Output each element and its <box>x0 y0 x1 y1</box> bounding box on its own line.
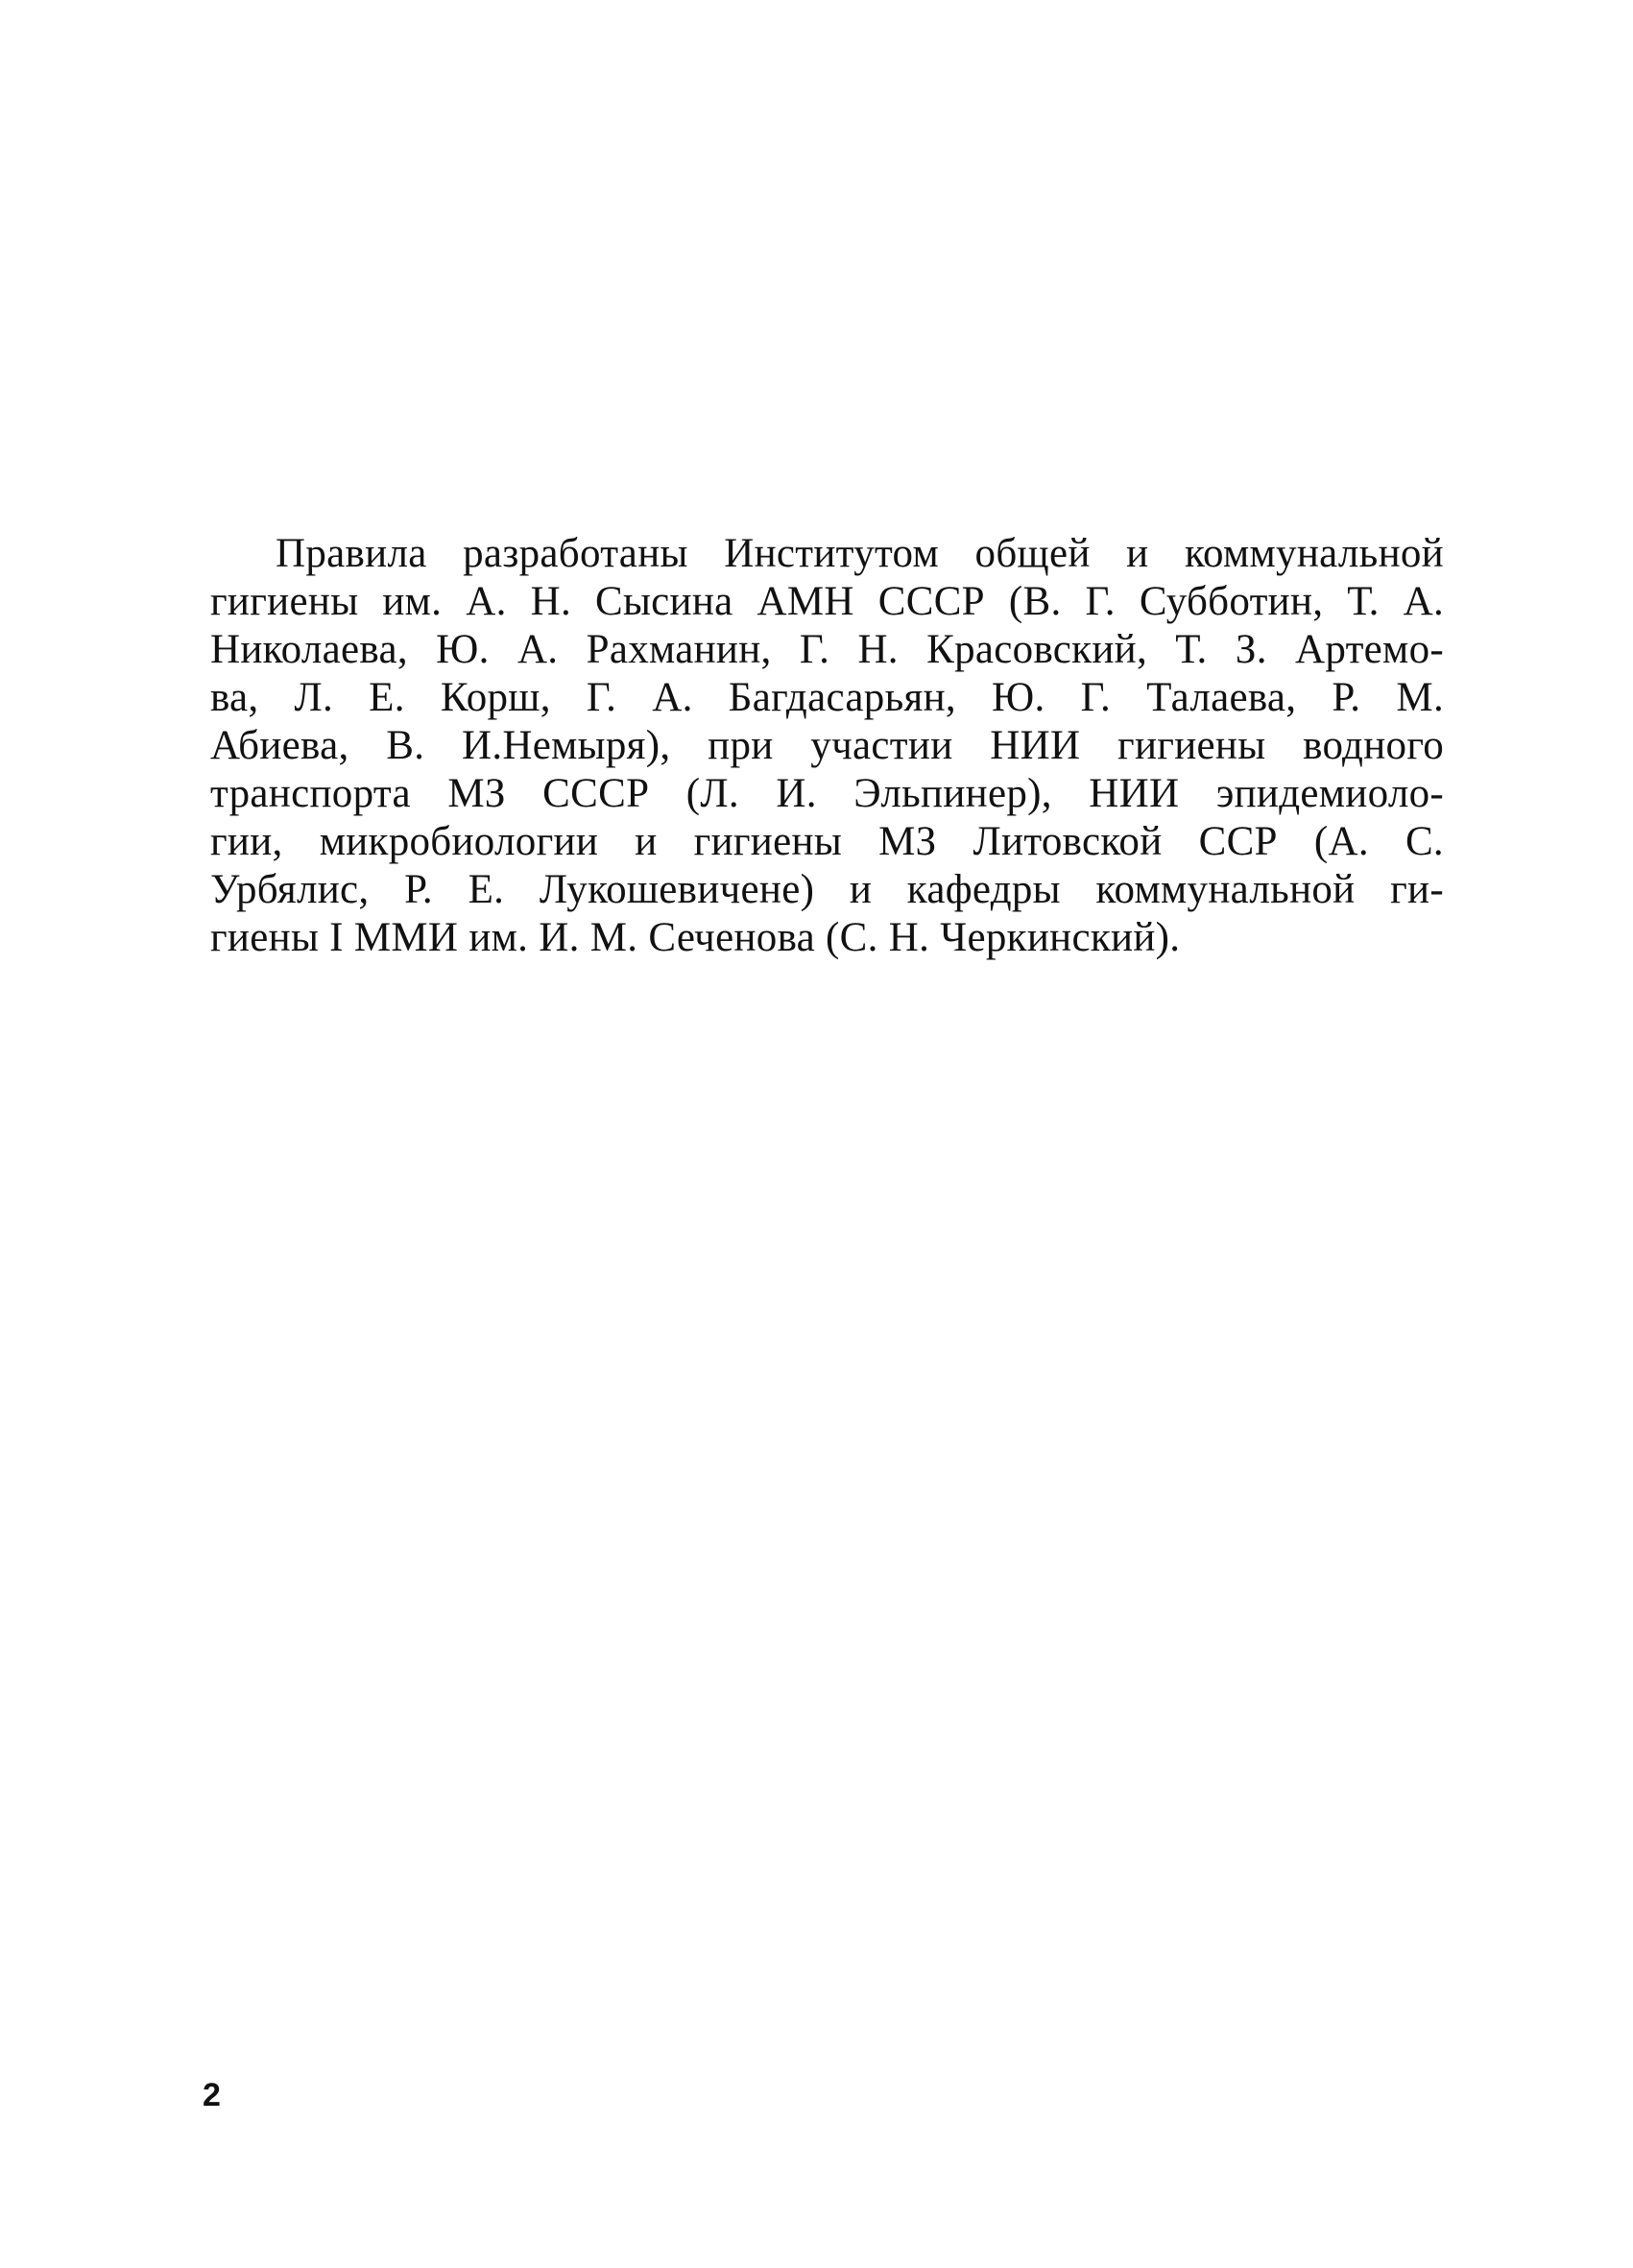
paragraph-line: Урбялис, Р. Е. Лукошевичене) и кафедры коммунальной ги- <box>210 867 1444 912</box>
paragraph-line: гигиены им. А. Н. Сысина АМН СССР (В. Г. Субботин, Т. А. <box>210 579 1444 624</box>
credits-paragraph <box>210 530 1444 962</box>
paragraph-line: гии, микробиологии и гигиены МЗ Литовской ССР (А. С. <box>210 819 1444 864</box>
paragraph-line: ва, Л. Е. Корш, Г. А. Багдасарьян, Ю. Г. Талаева, Р. М. <box>210 675 1444 720</box>
paragraph-line: Николаева, Ю. А. Рахманин, Г. Н. Красовский, Т. З. Артемо- <box>210 627 1444 672</box>
paragraph-line: транспорта МЗ СССР (Л. И. Эльпинер), НИИ эпидемиоло- <box>210 771 1444 816</box>
paragraph-line: Правила разработаны Институтом общей и коммунальной <box>276 531 1444 576</box>
paragraph-line: гиены I ММИ им. И. М. Сеченова (С. Н. Черкинский). <box>210 915 1181 960</box>
page-number: 2 <box>203 2077 221 2113</box>
paragraph-line: Абиева, В. И.Немыря), при участии НИИ гигиены водного <box>210 723 1444 768</box>
